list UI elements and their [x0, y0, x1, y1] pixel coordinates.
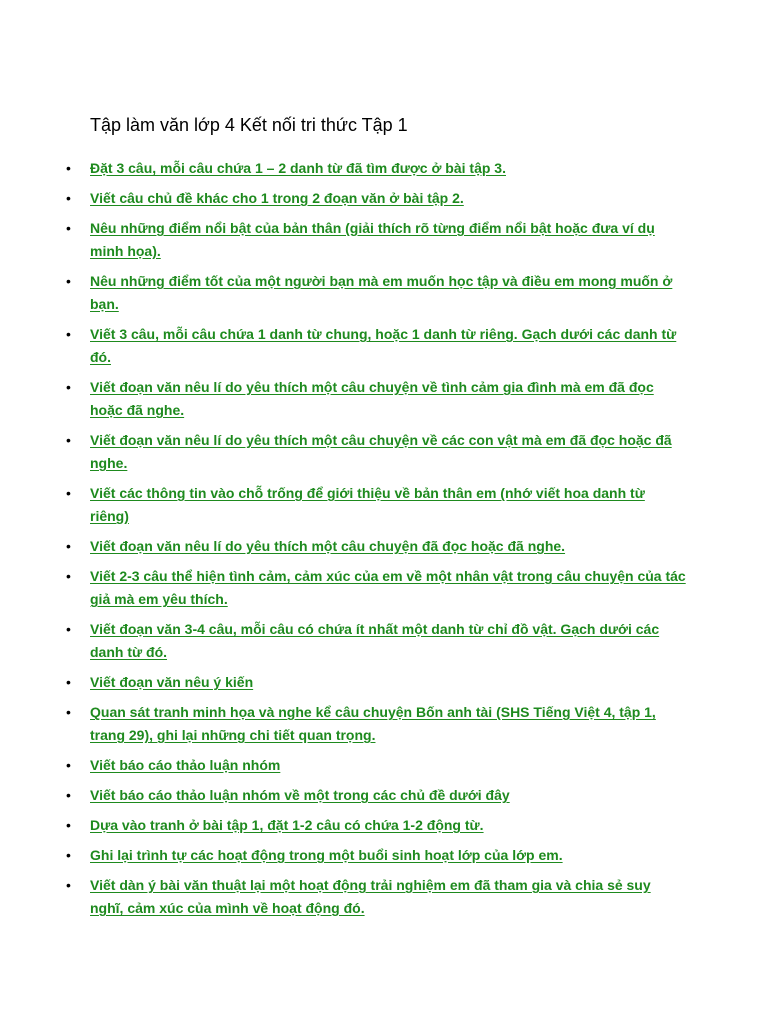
list-item — [66, 754, 686, 777]
bullet-icon: • — [66, 190, 71, 206]
list-item — [66, 376, 686, 422]
bullet-icon: • — [66, 877, 71, 893]
article-link[interactable]: Nêu những điểm tốt của một người bạn mà em muốn học tập và điều em mong muốn ở bạn. — [90, 273, 673, 312]
bullet-icon: • — [66, 485, 71, 501]
bullet-icon: • — [66, 220, 71, 236]
article-link[interactable]: Viết 3 câu, mỗi câu chứa 1 danh từ chung, hoặc 1 danh từ riêng. Gạch dưới các danh từ đó. — [90, 326, 677, 365]
list-item — [66, 814, 686, 837]
list-item — [66, 844, 686, 867]
list-item — [66, 874, 686, 920]
article-link[interactable]: Viết các thông tin vào chỗ trống để giới thiệu về bản thân em (nhớ viết hoa danh từ riêng) — [90, 485, 645, 524]
bullet-icon: • — [66, 817, 71, 833]
article-link[interactable]: Viết báo cáo thảo luận nhóm về một trong các chủ đề dưới đây — [90, 787, 510, 803]
article-link[interactable]: Ghi lại trình tự các hoạt động trong một buổi sinh hoạt lớp của lớp em. — [90, 847, 563, 863]
bullet-icon: • — [66, 432, 71, 448]
article-link[interactable]: Viết 2-3 câu thể hiện tình cảm, cảm xúc của em về một nhân vật trong câu chuyện của tác giả mà em yêu thích. — [90, 568, 686, 607]
article-link[interactable]: Quan sát tranh minh họa và nghe kể câu chuyện Bốn anh tài (SHS Tiếng Việt 4, tập 1, trang 29), ghi lại những chi tiết quan trọng. — [90, 704, 656, 743]
list-item — [66, 157, 686, 180]
list-item — [66, 270, 686, 316]
bullet-icon: • — [66, 787, 71, 803]
list-item — [66, 429, 686, 475]
bullet-icon: • — [66, 538, 71, 554]
list-item — [66, 784, 686, 807]
article-link[interactable]: Viết đoạn văn nêu lí do yêu thích một câu chuyện về tình cảm gia đình mà em đã đọc hoặc đã nghe. — [90, 379, 654, 418]
list-item — [66, 535, 686, 558]
list-item — [66, 671, 686, 694]
list-item — [66, 323, 686, 369]
article-link[interactable]: Viết đoạn văn nêu ý kiến — [90, 674, 254, 690]
bullet-icon: • — [66, 847, 71, 863]
list-item — [66, 482, 686, 528]
bullet-icon: • — [66, 568, 71, 584]
article-link[interactable]: Đặt 3 câu, mỗi câu chứa 1 – 2 danh từ đã tìm được ở bài tập 3. — [90, 160, 506, 176]
bullet-icon: • — [66, 379, 71, 395]
bullet-icon: • — [66, 674, 71, 690]
list-item — [66, 565, 686, 611]
article-link[interactable]: Viết dàn ý bài văn thuật lại một hoạt động trải nghiệm em đã tham gia và chia sẻ suy nghĩ, cảm xúc của mình về hoạt động đó. — [90, 877, 651, 916]
article-link[interactable]: Viết đoạn văn 3-4 câu, mỗi câu có chứa ít nhất một danh từ chỉ đồ vật. Gạch dưới các danh từ đó. — [90, 621, 660, 660]
article-link[interactable]: Viết đoạn văn nêu lí do yêu thích một câu chuyện đã đọc hoặc đã nghe. — [90, 538, 566, 554]
bullet-icon: • — [66, 621, 71, 637]
bullet-icon: • — [66, 704, 71, 720]
page-title: Tập làm văn lớp 4 Kết nối tri thức Tập 1 — [90, 115, 408, 135]
list-item — [66, 618, 686, 664]
article-link[interactable]: Viết đoạn văn nêu lí do yêu thích một câu chuyện về các con vật mà em đã đọc hoặc đã nghe. — [90, 432, 672, 471]
list-item — [66, 217, 686, 263]
bullet-icon: • — [66, 273, 71, 289]
article-link[interactable]: Nêu những điểm nổi bật của bản thân (giải thích rõ từng điểm nổi bật hoặc đưa ví dụ minh họa). — [90, 220, 655, 259]
bullet-icon: • — [66, 326, 71, 342]
article-link[interactable]: Viết câu chủ đề khác cho 1 trong 2 đoạn văn ở bài tập 2. — [90, 190, 464, 206]
link-list — [66, 157, 686, 927]
article-link[interactable]: Viết báo cáo thảo luận nhóm — [90, 757, 281, 773]
bullet-icon: • — [66, 160, 71, 176]
article-link[interactable]: Dựa vào tranh ở bài tập 1, đặt 1-2 câu có chứa 1-2 động từ. — [90, 817, 484, 833]
bullet-icon: • — [66, 757, 71, 773]
list-item — [66, 187, 686, 210]
list-item — [66, 701, 686, 747]
